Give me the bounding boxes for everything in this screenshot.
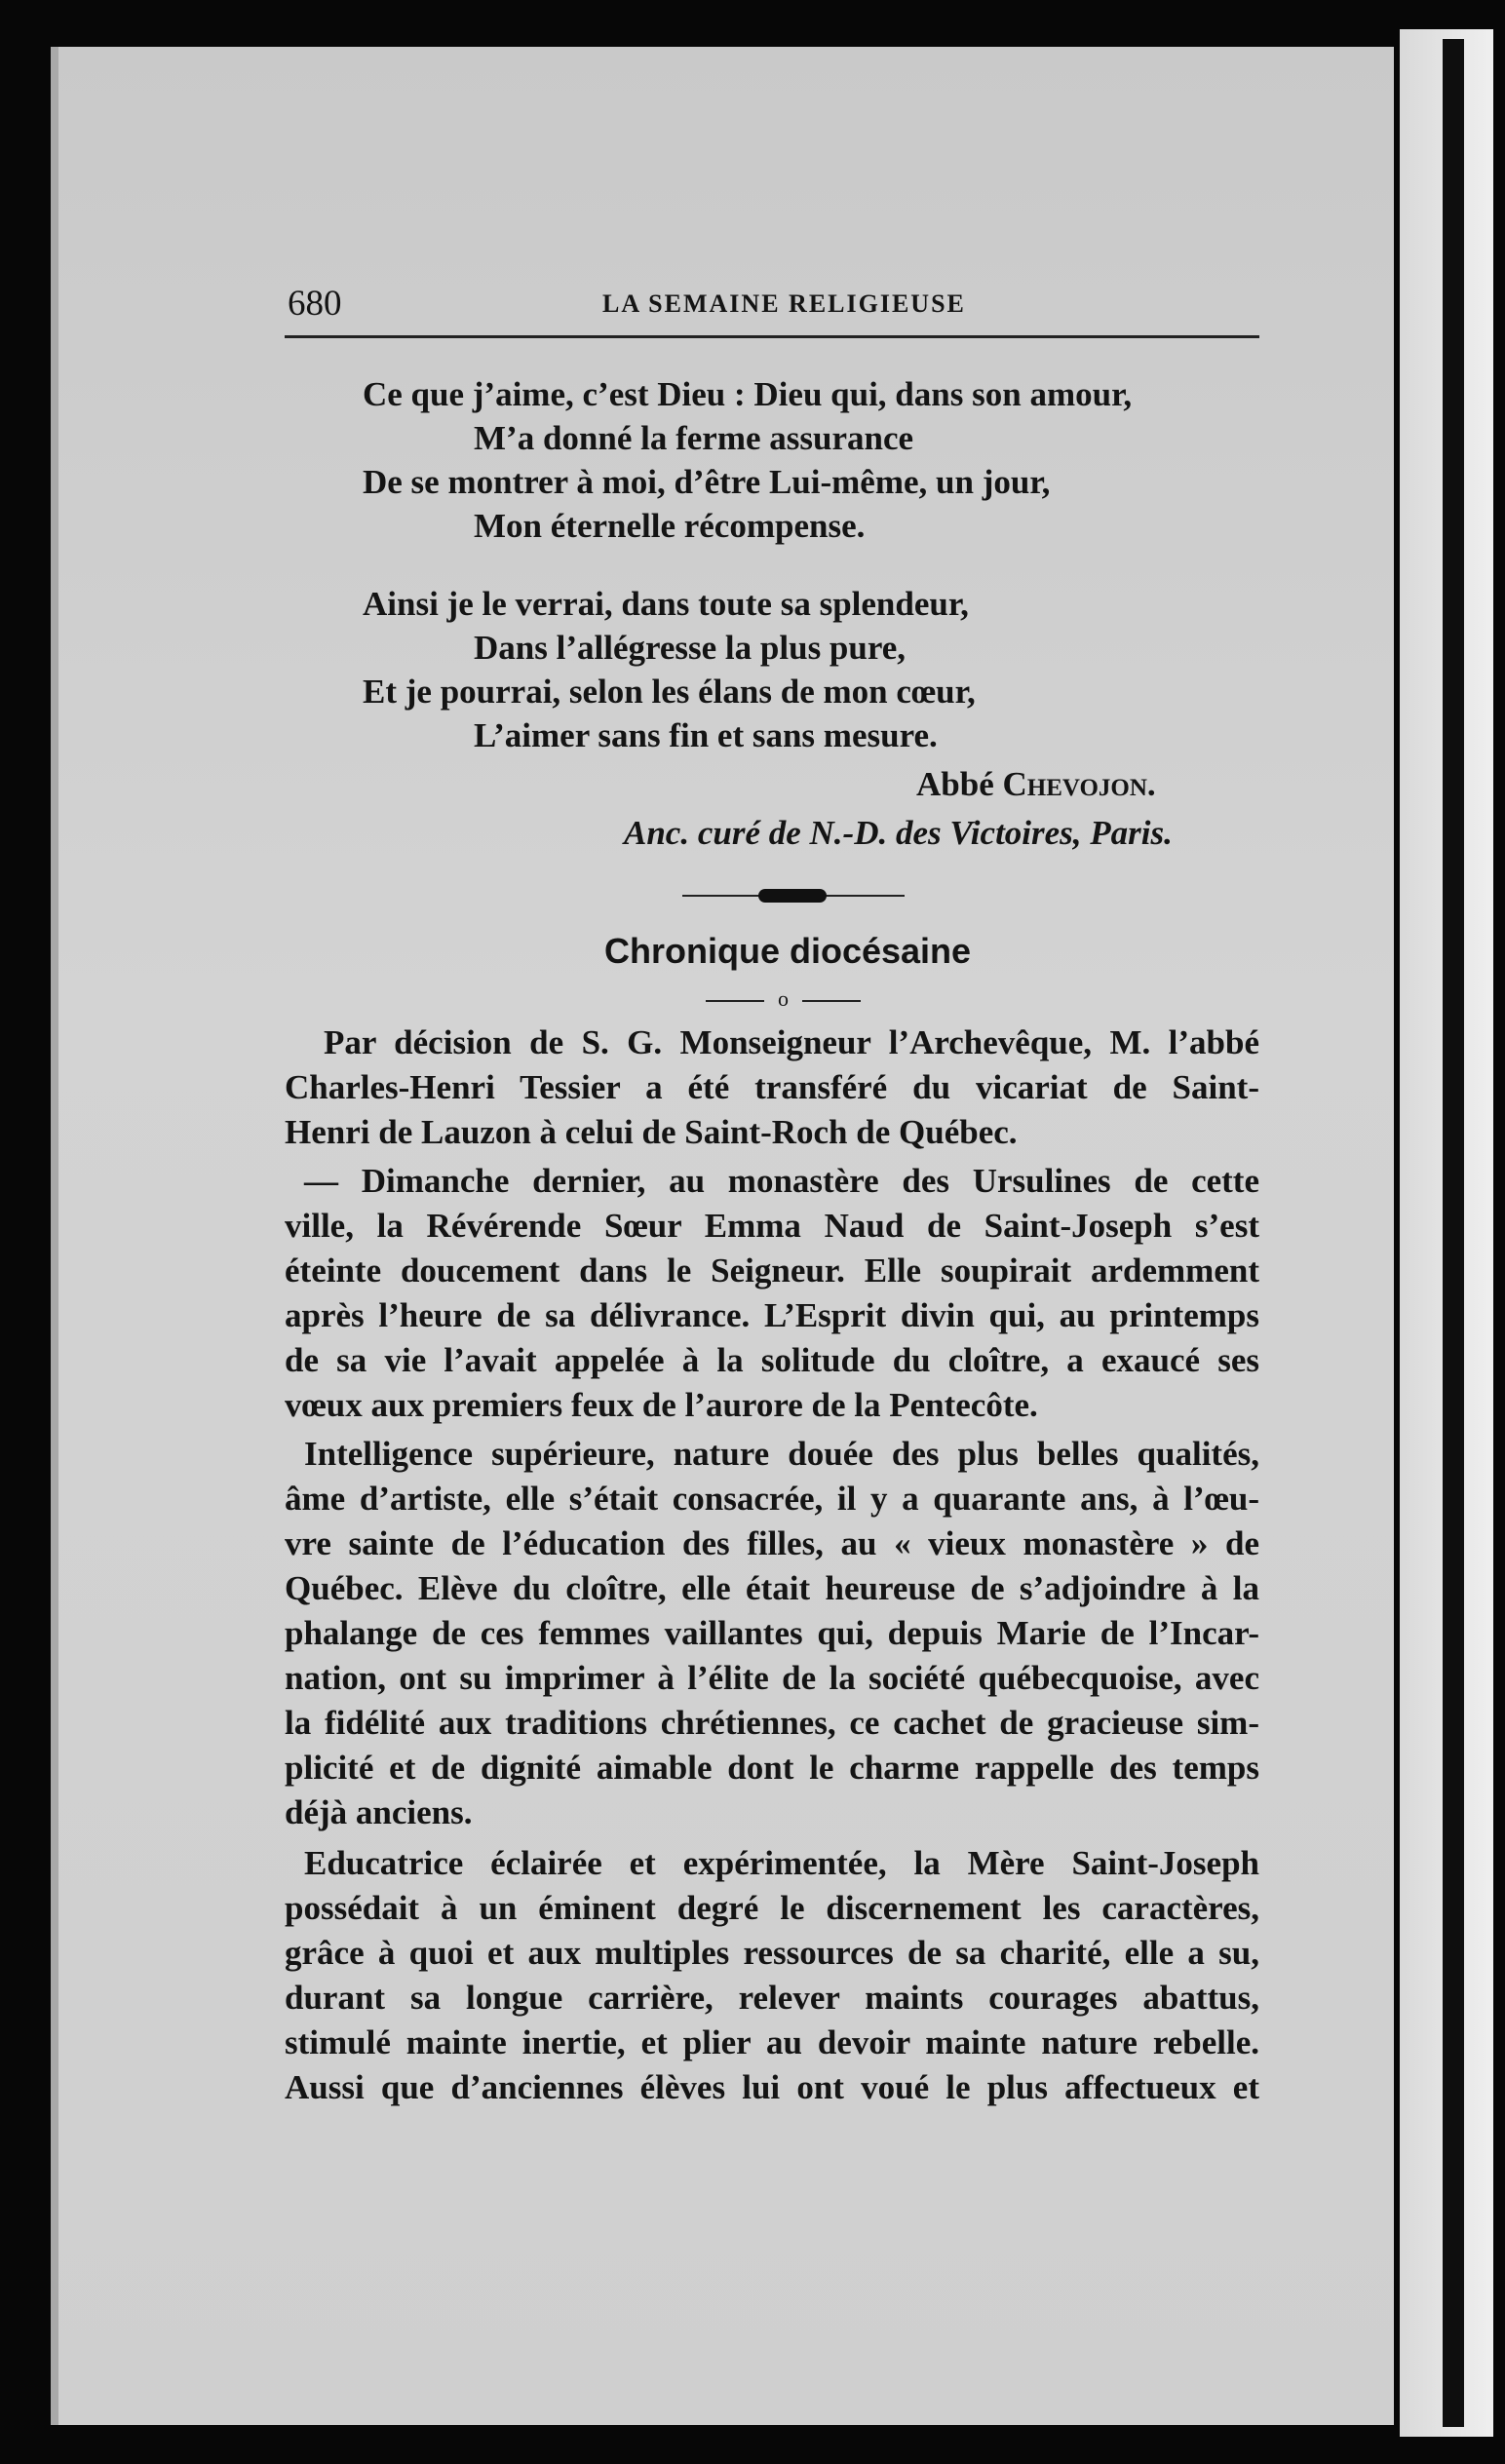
page-left-edge [51,47,58,2425]
text-line: déjà anciens. [285,1793,473,1831]
text-line: nation, ont su imprimer à l’élite de la société québecquoise, avec [285,1659,1259,1697]
text-line: stimulé mainte inertie, et plier au devoir mainte nature rebelle. [285,2023,1259,2061]
text-line: âme d’artiste, elle s’était consacrée, il y a quarante ans, à l’œu- [285,1480,1259,1518]
text-line: Aussi que d’anciennes élèves lui ont voué le plus affectueux et [285,2068,1259,2106]
text-line: vœux aux premiers feux de l’aurore de la Pentecôte. [285,1386,1038,1424]
poem-line: L’aimer sans fin et sans mesure. [474,716,938,754]
poem-line: De se montrer à moi, d’être Lui-même, un jour, [363,463,1051,501]
text-line: éteinte doucement dans le Seigneur. Elle soupirait ardemment [285,1251,1259,1290]
signature-note: Anc. curé de N.-D. des Victoires, Paris. [624,814,1173,852]
sub-ornament: o [706,986,861,1012]
text-line: plicité et de dignité aimable dont le charme rappelle des temps [285,1749,1259,1787]
poem-line: M’a donné la ferme assurance [474,419,914,457]
poem-line: Ce que j’aime, c’est Dieu : Dieu qui, dans son amour, [363,375,1133,413]
poem-line: Et je pourrai, selon les élans de mon cœur, [363,673,976,711]
text-line: Henri de Lauzon à celui de Saint-Roch de Québec. [285,1113,1018,1151]
text-line: phalange de ces femmes vaillantes qui, depuis Marie de l’Incar- [285,1614,1259,1652]
poem-line: Dans l’allégresse la plus pure, [474,629,907,667]
text-line: après l’heure de sa délivrance. L’Esprit divin qui, au printemps [285,1296,1259,1334]
running-title: LA SEMAINE RELIGIEUSE [602,289,966,318]
poem-line: Mon éternelle récompense. [474,507,866,545]
text-line: Charles-Henri Tessier a été transféré du vicariat de Saint- [285,1068,1259,1106]
text-line: la fidélité aux traditions chrétiennes, ce cachet de gracieuse sim- [285,1704,1259,1742]
signature [916,765,1156,804]
text-line: Intelligence supérieure, nature douée des plus belles qualités, [304,1435,1259,1473]
text-line: grâce à quoi et aux multiples ressources de sa charité, elle a su, [285,1934,1259,1972]
page-gutter-shadow [1443,39,1464,2427]
text-line: vre sainte de l’éducation des filles, au « vieux monastère » de [285,1524,1259,1562]
text-line: Par décision de S. G. Monseigneur l’Archevêque, M. l’abbé [324,1023,1259,1061]
section-title: Chronique diocésaine [604,931,972,971]
text-line: ville, la Révérende Sœur Emma Naud de Saint-Joseph s’est [285,1207,1259,1245]
text-line: Québec. Elève du cloître, elle était heureuse de s’adjoindre à la [285,1569,1259,1607]
text-line: — Dimanche dernier, au monastère des Ursulines de cette [304,1162,1259,1200]
poem-line: Ainsi je le verrai, dans toute sa splendeur, [363,585,969,623]
text-line: de sa vie l’avait appelée à la solitude du cloître, a exaucé ses [285,1341,1259,1379]
text-line: possédait à un éminent degré le discernement les caractères, [285,1889,1259,1927]
signature-prefix: Abbé [916,765,1003,803]
text-line: Educatrice éclairée et expérimentée, la Mère Saint-Joseph [304,1844,1259,1882]
section-ornament [682,887,905,905]
page-number: 680 [288,284,342,324]
header-rule [285,335,1259,338]
text-line: durant sa longue carrière, relever maints courages abattus, [285,1979,1259,2017]
signature-name: Chevojon. [1002,765,1156,803]
